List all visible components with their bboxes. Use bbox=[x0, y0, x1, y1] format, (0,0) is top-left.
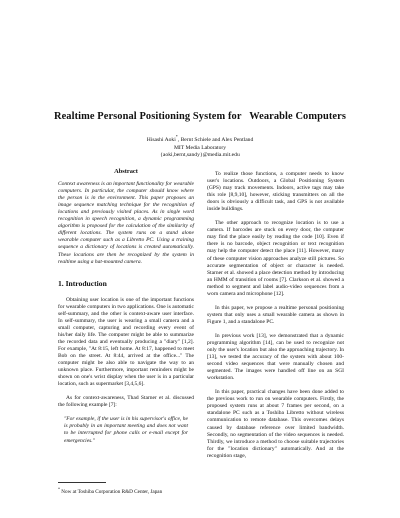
footnote-divider bbox=[58, 482, 106, 483]
right-paragraph-2: The other approach to recognize location is to use a camera. If barcodes are stuck on every door, the computer may find the place easily by reading the code [10]. Even if there is no barcode, object recognition or text recognition may help the computer detect the place [11]. However, many of these computer vision approaches analyze still pictures. So accurate segmentation of object or character is needed. Starner et al. showed a place detection method by introducing an HMM of transition of rooms [7]. Clarkson et al. showed a method to segment and label audio-video sequences from a worn camera and microphone [12]. bbox=[207, 220, 344, 297]
right-paragraph-3: In this paper, we propose a realtime personal positioning system that only uses a small wearable camera as shown in Figure 1, and a standalone PC. bbox=[207, 304, 344, 325]
right-paragraph-5: In this paper, practical changes have been done added to the previous work to run on wearable computers. Firstly, the proposed system runs at about 7 frames per second, on a standalone PC such as a Toshiba Libretto without wireless communication to remote database. This overcomes delays caused by database reference over limited bandwidth. Secondly, no segmentation of the video sequences is needed. Thirdly, we introduce a method to choose suitable trajectories for the "location dictionary" automatically. And at the recognition stage, bbox=[207, 389, 344, 459]
paper-title: Realtime Personal Positioning System for Wearable Computers bbox=[53, 111, 346, 122]
author-block bbox=[0, 134, 400, 160]
other-authors: , Bernt Schiele and Alex Pentland bbox=[177, 137, 254, 143]
footnote-mark: * bbox=[175, 134, 178, 140]
section-heading-introduction: 1. Introduction bbox=[58, 278, 107, 288]
right-paragraph-1: To realize those functions, a computer needs to know user's locations. Outdoors, a Global Positioning System (GPS) may track movements. Indoors, active tags may take this role [8,9,10], however, sticking transmitters on all the doors is obviously a difficult task, and GPS is not available inside buildings. bbox=[207, 171, 344, 213]
intro-paragraph-2: As for context-awareness, Thad Starner et al. discussed the following example [7]: bbox=[58, 395, 194, 409]
quote-block: "For example, if the user is in his supervisor's office, he is probably in an important meeting and does not want to be interrupted for phone calls or e-mail except for emergencies." bbox=[64, 416, 188, 444]
abstract-heading: Abstract bbox=[114, 168, 138, 175]
first-author: Hisashi Aoki bbox=[146, 137, 176, 143]
left-column bbox=[58, 168, 194, 445]
footnote-text: Now at Toshiba Corporation R&D Center, Japan bbox=[61, 489, 163, 495]
email: {aoki,bernt,sandy}@media.mit.edu bbox=[160, 152, 240, 159]
intro-paragraph-1: Obtaining user location is one of the important functions for wearable computers in two applications. One is automatic self-summary, and the other is context-aware user interface. In self-summary, the user is wearing a small camera and a small computer, capturing and recording every event of his/her daily life. The computer might be able to summarize the recorded data and eventually producing a "diary" [1,2]. For example, "At 8:15, left home. At 8:17, happened to meet Bob on the street. At 8:44, arrived at the office..." The computer might be also able to navigate the way to an unknown place. Furthermore, important reminders might be shown on one's wrist display when the user is in a particular location, such as supermarket [3,4,5,6]. bbox=[58, 296, 194, 388]
affiliation: MIT Media Laboratory bbox=[173, 144, 227, 151]
right-column bbox=[207, 171, 344, 467]
footnote-marker: * bbox=[58, 486, 60, 492]
footnote bbox=[58, 486, 258, 495]
right-paragraph-4: In previous work [13], we demonstrated that a dynamic programming algorithm [14], can be used to recognize not only the user's location but also the approaching trajectory. In [13], we tested the accuracy of the system with about 100-second video sequences that were manually chosen and segmented. The images were handled off line on an SGI workstation. bbox=[207, 332, 344, 382]
author-names bbox=[0, 134, 400, 145]
abstract-text: Context awareness is an important functionality for wearable computers. In particular, the computer should know where the person is in the environment. This paper proposes an image sequence matching technique for the recognition of locations and previously visited places. As in single word recognition in speech recognition, a dynamic programming algorithm is proposed for the calculation of the similarity of different locations. The system runs on a stand alone wearable computer such as a Libretto PC. Using a training sequence a dictionary of locations is created automatically. These locations are then be recognized by the system in realtime using a hat-mounted camera. bbox=[58, 181, 194, 265]
